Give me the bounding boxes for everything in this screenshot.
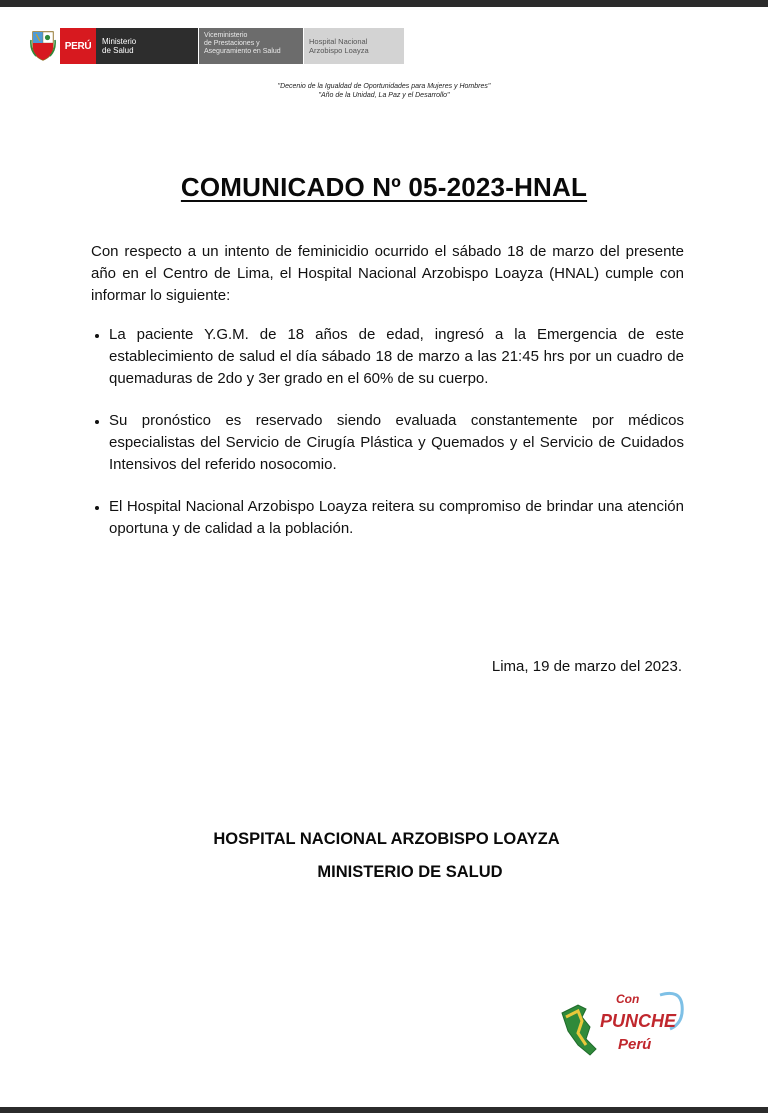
bottom-frame-bar [0,1107,768,1113]
con-punche-peru-logo [556,983,688,1063]
viceministerio-line-2: de Prestaciones y [204,40,260,47]
decenio-header [0,83,768,100]
logo-punche-text: PUNCHE [600,1011,677,1031]
logo-peru-text: Perú [618,1036,652,1053]
decenio-line-1: "Decenio de la Igualdad de Oportunidades para Mujeres y Hombres" [277,83,491,90]
intro-paragraph: Con respecto a un intento de feminicidio ocurrido el sábado 18 de marzo del presente año en el Centro de Lima, el Hospital Nacional Arzobispo Loayza (HNAL) cumple con informar lo siguiente: [91,243,684,304]
list-item: • Su pronóstico es reservado siendo evaluada constantemente por médicos especialistas del Servicio de Cirugía Plástica y Quemados y el Servicio de Cuidados Intensivos del referido nosocomio. [109,410,684,476]
top-frame-bar [0,0,768,7]
viceministerio-line-1: Viceministerio [204,32,248,39]
institution-header [30,28,404,64]
viceministerio-label [199,28,303,64]
hospital-line-2: Arzobispo Loayza [309,46,369,55]
national-shield-icon [30,28,56,62]
ministerio-line-2: de Salud [102,46,134,55]
signature-ministry: MINISTERIO DE SALUD [317,863,503,881]
bullet-list [91,324,684,540]
list-item: • El Hospital Nacional Arzobispo Loayza reitera su compromiso de brindar una atención oportuna y de calidad a la población. [109,496,684,540]
document-body [91,241,684,560]
decenio-line-2: "Año de la Unidad, La Paz y el Desarrollo" [318,91,450,99]
list-item: • La paciente Y.G.M. de 18 años de edad, ingresó a la Emergencia de este establecimiento de salud el día sábado 18 de marzo a las 21:45 hrs por un cuadro de quemaduras de 2do y 3er grado en el 60% de su cuerpo. [109,324,684,390]
document-title: COMUNICADO Nº 05-2023-HNAL [180,172,588,202]
signature-hospital: HOSPITAL NACIONAL ARZOBISPO LOAYZA [213,830,560,848]
logo-con-text: Con [616,992,640,1006]
hospital-line-1: Hospital Nacional [309,37,368,46]
hospital-label [304,28,404,64]
viceministerio-line-3: Aseguramiento en Salud [204,48,281,55]
peru-label: PERÚ [60,28,96,64]
date-line: Lima, 19 de marzo del 2023. [491,658,682,675]
ministerio-line-1: Ministerio [102,37,137,46]
ministerio-label [96,28,198,64]
